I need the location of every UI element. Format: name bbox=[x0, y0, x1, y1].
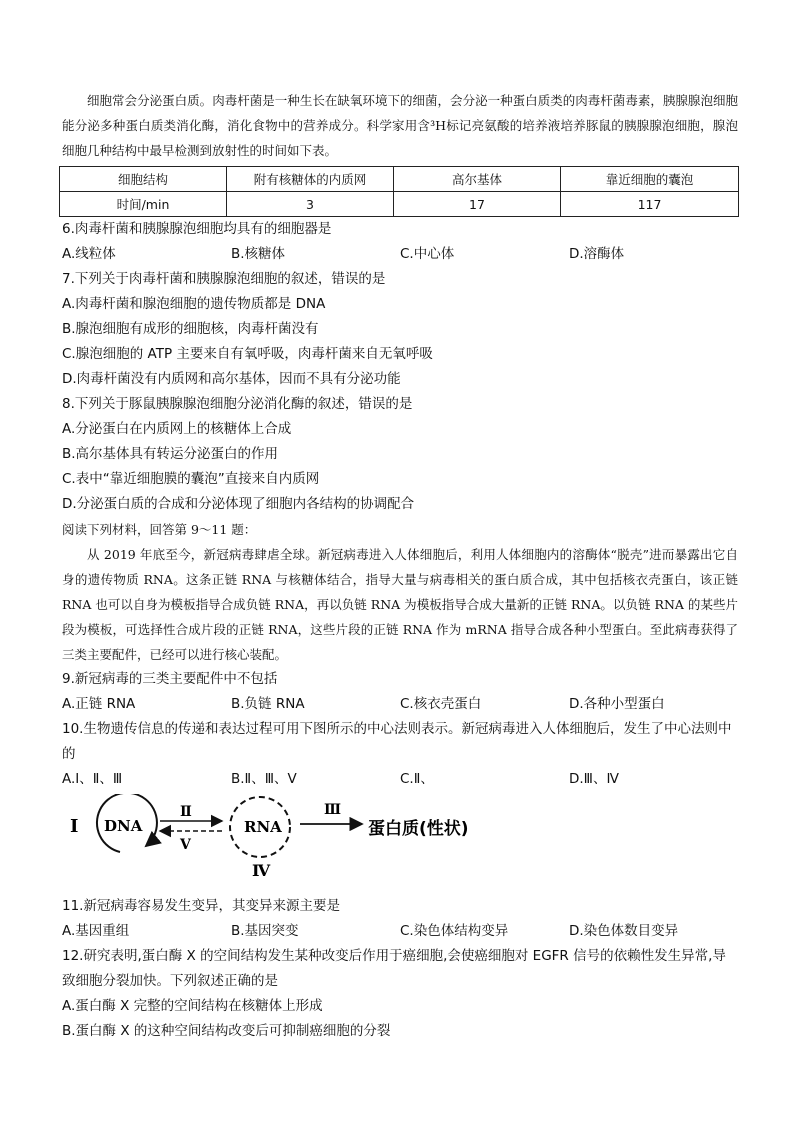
table-cell: 17 bbox=[394, 192, 561, 217]
question-10-options bbox=[62, 767, 738, 792]
option-c[interactable]: C.腺泡细胞的 ATP 主要来自有氧呼吸，肉毒杆菌来自无氧呼吸 bbox=[62, 346, 433, 362]
table-cell: 细胞结构 bbox=[60, 167, 227, 192]
option-a[interactable]: A.Ⅰ、Ⅱ、Ⅲ bbox=[62, 771, 123, 787]
question-11-options bbox=[62, 919, 738, 944]
label-ii: Ⅱ bbox=[180, 804, 192, 820]
question-6-stem: 6.肉毒杆菌和胰腺腺泡细胞均具有的细胞器是 bbox=[62, 221, 332, 237]
option-d[interactable]: D.Ⅲ、Ⅳ bbox=[569, 771, 619, 787]
table-row bbox=[60, 192, 739, 217]
option-d[interactable]: D.各种小型蛋白 bbox=[569, 696, 665, 712]
question-12-stem: 12.研究表明,蛋白酶 X 的空间结构发生某种改变后作用于癌细胞,会使癌细胞对 EGFR 信号的依赖性发生异常,导致细胞分裂加快。下列叙述正确的是 bbox=[62, 948, 726, 989]
question-6-options bbox=[62, 242, 738, 267]
option-b[interactable]: B.基因突变 bbox=[231, 923, 299, 939]
table-cell: 附有核糖体的内质网 bbox=[227, 167, 394, 192]
option-a[interactable]: A.基因重组 bbox=[62, 923, 130, 939]
central-dogma-diagram bbox=[62, 794, 738, 894]
option-c[interactable]: C.染色体结构变异 bbox=[400, 923, 509, 939]
central-dogma-svg bbox=[62, 794, 482, 894]
option-c[interactable]: C.表中“靠近细胞膜的囊泡”直接来自内质网 bbox=[62, 471, 320, 487]
table-cell: 117 bbox=[561, 192, 739, 217]
label-iii: Ⅲ bbox=[324, 802, 342, 818]
label-i: Ⅰ bbox=[70, 816, 79, 837]
question-10-stem: 10.生物遗传信息的传递和表达过程可用下图所示的中心法则表示。新冠病毒进入人体细胞后，发生了中心法则中的 bbox=[62, 721, 732, 762]
table-cell: 3 bbox=[227, 192, 394, 217]
material-paragraph-2: 从 2019 年底至今，新冠病毒肆虐全球。新冠病毒进入人体细胞后，利用人体细胞内的溶酶体“脱壳”进而暴露出它自身的遗传物质 RNA。这条正链 RNA 与核糖体结合，指导大量与病毒相关的蛋白质合成，其中包括核衣壳蛋白，该正链 RNA 也可以自身为模板指导合成负链 RNA，再以负链 RNA 为模板指导合成大量新的正链 RNA。以负链 RNA 的某些片段为模板，可选择性合成片段的正链 RNA，这些片段的正链 RNA 作为 mRNA 指导合成各种小型蛋白。至此病毒获得了三类主要配件，已经可以进行核心装配。 bbox=[62, 547, 738, 662]
question-8-stem: 8.下列关于豚鼠胰腺腺泡细胞分泌消化酶的叙述，错误的是 bbox=[62, 396, 413, 412]
reading-instruction: 阅读下列材料，回答第 9～11 题： bbox=[62, 522, 257, 537]
option-d[interactable]: D.染色体数目变异 bbox=[569, 923, 679, 939]
option-a[interactable]: A.正链 RNA bbox=[62, 696, 136, 712]
option-a[interactable]: A.肉毒杆菌和腺泡细胞的遗传物质都是 DNA bbox=[62, 296, 326, 312]
option-a[interactable]: A.线粒体 bbox=[62, 246, 116, 262]
label-v: Ⅴ bbox=[180, 837, 191, 853]
question-9-options bbox=[62, 692, 738, 717]
option-c[interactable]: C.Ⅱ、 bbox=[400, 771, 434, 787]
material-paragraph-1: 细胞常会分泌蛋白质。肉毒杆菌是一种生长在缺氧环境下的细菌，会分泌一种蛋白质类的肉毒杆菌毒素，胰腺腺泡细胞能分泌多种蛋白质类消化酶，消化食物中的营养成分。科学家用含³H标记亮氨酸的培养液培养豚鼠的胰腺腺泡细胞，腺泡细胞几种结构中最早检测到放射性的时间如下表。 bbox=[62, 93, 738, 158]
option-a[interactable]: A.分泌蛋白在内质网上的核糖体上合成 bbox=[62, 421, 292, 437]
option-a[interactable]: A.蛋白酶 X 完整的空间结构在核糖体上形成 bbox=[62, 998, 323, 1014]
option-b[interactable]: B.Ⅱ、Ⅲ、Ⅴ bbox=[231, 771, 297, 787]
exam-page bbox=[62, 88, 738, 1044]
table-row bbox=[60, 167, 739, 192]
option-d[interactable]: D.肉毒杆菌没有内质网和高尔基体，因而不具有分泌功能 bbox=[62, 371, 401, 387]
option-d[interactable]: D.溶酶体 bbox=[569, 246, 625, 262]
option-b[interactable]: B.高尔基体具有转运分泌蛋白的作用 bbox=[62, 446, 279, 462]
dna-label: DNA bbox=[104, 817, 143, 835]
question-7-stem: 7.下列关于肉毒杆菌和胰腺腺泡细胞的叙述，错误的是 bbox=[62, 271, 386, 287]
option-c[interactable]: C.核衣壳蛋白 bbox=[400, 696, 482, 712]
table-cell: 高尔基体 bbox=[394, 167, 561, 192]
question-9-stem: 9.新冠病毒的三类主要配件中不包括 bbox=[62, 671, 278, 687]
protein-label: 蛋白质(性状) bbox=[368, 819, 469, 839]
option-b[interactable]: B.负链 RNA bbox=[231, 696, 305, 712]
option-b[interactable]: B.核糖体 bbox=[231, 246, 286, 262]
option-d[interactable]: D.分泌蛋白质的合成和分泌体现了细胞内各结构的协调配合 bbox=[62, 496, 415, 512]
table-cell: 靠近细胞的囊泡 bbox=[561, 167, 739, 192]
rna-label: RNA bbox=[244, 818, 282, 836]
experiment-table bbox=[59, 166, 739, 217]
option-c[interactable]: C.中心体 bbox=[400, 246, 455, 262]
table-cell: 时间/min bbox=[60, 192, 227, 217]
label-iv: Ⅳ bbox=[252, 861, 271, 880]
option-b[interactable]: B.蛋白酶 X 的这种空间结构改变后可抑制癌细胞的分裂 bbox=[62, 1023, 391, 1039]
option-b[interactable]: B.腺泡细胞有成形的细胞核，肉毒杆菌没有 bbox=[62, 321, 319, 337]
question-11-stem: 11.新冠病毒容易发生变异，其变异来源主要是 bbox=[62, 898, 340, 914]
